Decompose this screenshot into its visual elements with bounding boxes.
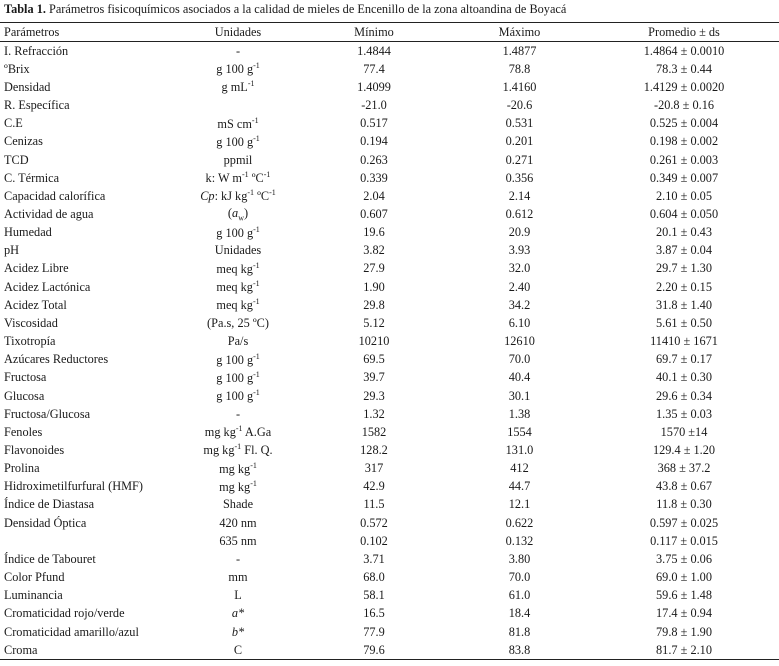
max-cell: 0.622 [505, 515, 534, 530]
max-cell: 1554 [507, 424, 532, 439]
max-cell: 0.201 [505, 134, 534, 149]
max-cell: 70.0 [508, 352, 531, 367]
avg-cell: 0.597 ± 0.025 [649, 515, 719, 530]
max-cell: 2.14 [508, 188, 531, 203]
avg-cell: 78.3 ± 0.44 [656, 61, 712, 76]
max-cell: 20.9 [508, 225, 531, 240]
unit-cell: b* [231, 624, 245, 639]
avg-cell: 0.117 ± 0.015 [650, 533, 718, 548]
avg-cell: 368 ± 37.2 [657, 461, 711, 476]
header-parametros: Parámetros [4, 24, 60, 39]
max-cell: 3.80 [508, 551, 531, 566]
table-row [0, 369, 779, 387]
max-cell: 0.531 [505, 116, 534, 131]
table-row [0, 187, 779, 205]
max-cell: -20.6 [506, 98, 533, 113]
param-cell: Actividad de agua [4, 206, 94, 221]
param-cell: I. Refracción [4, 43, 69, 58]
param-cell: Hidroximetilfurfural (HMF) [4, 479, 143, 494]
avg-cell: 0.349 ± 0.007 [649, 170, 719, 185]
param-cell: Densidad Óptica [4, 515, 87, 530]
param-cell: Fructosa/Glucosa [4, 406, 91, 421]
unit-cell [178, 96, 298, 114]
max-cell: 0.271 [505, 152, 534, 167]
min-cell: 68.0 [363, 570, 385, 585]
table-row [0, 151, 779, 169]
table-row [0, 260, 779, 278]
max-cell: 70.0 [508, 570, 531, 585]
param-cell: Cromaticidad amarillo/azul [4, 624, 139, 639]
avg-cell: 0.198 ± 0.002 [649, 134, 719, 149]
max-cell: 3.93 [508, 243, 531, 258]
table-row [0, 60, 779, 78]
unit-cell: C [233, 642, 243, 657]
header-minimo: Mínimo [354, 24, 394, 39]
param-cell: Humedad [4, 225, 52, 240]
avg-cell: 59.6 ± 1.48 [656, 588, 712, 603]
min-cell: 317 [364, 461, 384, 476]
min-cell: 1.90 [363, 279, 385, 294]
table-row [0, 314, 779, 332]
table-row [0, 96, 779, 114]
max-cell: 1.4160 [502, 79, 537, 94]
min-cell: 3.71 [363, 551, 385, 566]
min-cell: 0.194 [360, 134, 388, 149]
table-row [0, 224, 779, 242]
min-cell: 79.6 [363, 642, 385, 657]
param-cell: Índice de Tabouret [4, 551, 96, 566]
table-row [0, 532, 779, 550]
caption-text: Parámetros fisicoquímicos asociados a la calidad de mieles de Encenillo de la zona altoandina de Boyacá [45, 2, 567, 16]
param-cell: Fenoles [4, 424, 43, 439]
avg-cell: 11410 ± 1671 [650, 334, 718, 349]
unit-cell: g 100 $g^{-1}$ [216, 133, 260, 149]
table-row [0, 169, 779, 187]
unit-cell: g $mL^{-1}$ [221, 79, 255, 95]
caption-label: Tabla 1. [4, 2, 46, 16]
min-cell: 0.263 [360, 152, 388, 167]
max-cell: 78.8 [508, 61, 531, 76]
min-cell: 0.102 [360, 533, 388, 548]
param-cell: Glucosa [4, 388, 45, 403]
param-cell: Acidez Libre [4, 261, 69, 276]
avg-cell: 0.525 ± 0.004 [649, 116, 719, 131]
unit-cell: g 100 $g^{-1}$ [216, 369, 260, 385]
avg-cell: 0.261 ± 0.003 [649, 152, 719, 167]
min-cell: 16.5 [363, 606, 385, 621]
max-cell: 61.0 [508, 588, 531, 603]
min-cell: 1582 [361, 424, 387, 439]
header-maximo: Máximo [498, 24, 541, 39]
avg-cell: 17.4 ± 0.94 [656, 606, 712, 621]
param-cell: TCD [4, 152, 29, 167]
table-row [0, 587, 779, 605]
min-cell: 58.1 [363, 588, 385, 603]
unit-cell: Pa/s [227, 334, 249, 349]
param-cell: Prolina [4, 461, 40, 476]
unit-cell: mg $kg^{-1}$ Fl. Q. [203, 442, 273, 458]
param-cell: Croma [4, 642, 38, 657]
unit-cell: g 100 $g^{-1}$ [216, 224, 260, 240]
param-cell: R. Específica [4, 98, 70, 113]
min-cell: 10210 [358, 334, 390, 349]
avg-cell: 79.8 ± 1.90 [656, 624, 712, 639]
max-cell: 40.4 [508, 370, 531, 385]
avg-cell: 31.8 ± 1.40 [656, 297, 712, 312]
max-cell: 30.1 [508, 388, 531, 403]
avg-cell: 40.1 ± 0.30 [656, 370, 712, 385]
unit-cell: meq $kg^{-1}$ [216, 260, 260, 276]
unit-cell: a* [231, 606, 245, 621]
unit-cell: - [235, 43, 241, 58]
table-row [0, 115, 779, 133]
param-cell: Acidez Total [4, 297, 67, 312]
table-row [0, 441, 779, 459]
param-cell: Viscosidad [4, 315, 58, 330]
avg-cell: 29.7 ± 1.30 [656, 261, 712, 276]
avg-cell: 5.61 ± 0.50 [656, 315, 712, 330]
avg-cell: 69.0 ± 1.00 [656, 570, 712, 585]
param-cell: Color Pfund [4, 570, 65, 585]
table-row [0, 78, 779, 96]
param-cell: Flavonoides [4, 443, 65, 458]
table-row [0, 569, 779, 587]
min-cell: 1.32 [363, 406, 385, 421]
param-cell: Acidez Lactónica [4, 279, 91, 294]
max-cell: 44.7 [508, 479, 531, 494]
header-promedio: Promedio ± ds [648, 24, 720, 39]
max-cell: 32.0 [508, 261, 531, 276]
avg-cell: 2.20 ± 0.15 [656, 279, 712, 294]
max-cell: 12610 [504, 334, 535, 349]
max-cell: 1.38 [508, 406, 531, 421]
max-cell: 81.8 [508, 624, 531, 639]
table-row [0, 460, 779, 478]
min-cell: -21.0 [361, 98, 387, 113]
unit-cell: mg $kg^{-1}$ [219, 460, 257, 476]
avg-cell: 1.4129 ± 0.0020 [643, 79, 725, 94]
max-cell: 83.8 [508, 642, 531, 657]
max-cell: 0.132 [505, 533, 534, 548]
unit-cell: - [235, 551, 241, 566]
min-cell: 39.7 [363, 370, 385, 385]
unit-cell: ppmil [223, 152, 253, 167]
param-cell: C. Térmica [4, 170, 60, 185]
avg-cell: 3.87 ± 0.04 [656, 243, 712, 258]
min-cell: 128.2 [360, 443, 388, 458]
table-row [0, 623, 779, 641]
param-cell: Índice de Diastasa [4, 497, 95, 512]
unit-cell: Cp: kJ $kg^{-1}$ ºC$^{-1}$ [200, 188, 276, 204]
param-cell: Luminancia [4, 588, 63, 603]
min-cell: 42.9 [363, 479, 385, 494]
avg-cell: -20.8 ± 0.16 [653, 98, 715, 113]
param-cell: Fructosa [4, 370, 47, 385]
header-row [0, 23, 779, 42]
table-row [0, 296, 779, 314]
unit-cell: g 100 $g^{-1}$ [216, 61, 260, 77]
param-cell [0, 532, 178, 550]
min-cell: 3.82 [363, 243, 385, 258]
unit-cell: 420 nm [219, 515, 257, 530]
avg-cell: 129.4 ± 1.20 [652, 443, 716, 458]
param-cell: pH [4, 243, 20, 258]
max-cell: 0.356 [505, 170, 534, 185]
avg-cell: 1570 ±14 [660, 424, 708, 439]
min-cell: 0.572 [360, 515, 388, 530]
avg-cell: 1.4864 ± 0.0010 [643, 43, 725, 58]
avg-cell: 43.8 ± 0.67 [656, 479, 712, 494]
header-unidades: Unidades [214, 24, 262, 39]
max-cell: 412 [510, 461, 529, 476]
min-cell: 0.517 [360, 116, 388, 131]
table-row [0, 605, 779, 623]
min-cell: 0.607 [360, 206, 388, 221]
avg-cell: 81.7 ± 2.10 [656, 642, 712, 657]
param-cell: C.E [4, 116, 23, 131]
table-row [0, 514, 779, 532]
unit-cell: g 100 $g^{-1}$ [216, 351, 260, 367]
table-row [0, 351, 779, 369]
param-cell: Capacidad calorífica [4, 188, 106, 203]
table-row [0, 205, 779, 223]
min-cell: 29.3 [363, 388, 385, 403]
min-cell: 11.5 [363, 497, 385, 512]
min-cell: 27.9 [363, 261, 385, 276]
param-cell: Densidad [4, 79, 51, 94]
unit-cell: $(a_w)$ [227, 206, 249, 223]
avg-cell: 1.35 ± 0.03 [656, 406, 712, 421]
max-cell: 18.4 [508, 606, 531, 621]
unit-cell: mg $kg^{-1}$ A.Ga [204, 424, 272, 440]
unit-cell: meq $kg^{-1}$ [216, 279, 260, 295]
min-cell: 19.6 [363, 225, 385, 240]
avg-cell: 20.1 ± 0.43 [656, 225, 712, 240]
param-cell: ºBrix [4, 61, 30, 76]
table-row [0, 42, 779, 61]
unit-cell: mg $kg^{-1}$ [219, 478, 257, 494]
avg-cell: 11.8 ± 0.30 [656, 497, 712, 512]
table-row [0, 133, 779, 151]
unit-cell: Unidades [214, 243, 262, 258]
table-row [0, 478, 779, 496]
unit-cell: mm [228, 570, 248, 585]
max-cell: 34.2 [508, 297, 531, 312]
table-row [0, 387, 779, 405]
avg-cell: 2.10 ± 0.05 [656, 188, 712, 203]
unit-cell: (Pa.s, 25 ºC) [207, 315, 269, 330]
param-cell: Azúcares Reductores [4, 352, 109, 367]
min-cell: 77.4 [363, 61, 385, 76]
min-cell: 69.5 [363, 352, 385, 367]
max-cell: 6.10 [508, 315, 531, 330]
avg-cell: 0.604 ± 0.050 [649, 206, 719, 221]
table-row [0, 242, 779, 260]
table-row [0, 550, 779, 568]
param-cell: Cenizas [4, 134, 43, 149]
table-row [0, 333, 779, 351]
table-body [0, 42, 779, 660]
unit-cell: - [235, 406, 241, 421]
table-row [0, 278, 779, 296]
min-cell: 29.8 [363, 297, 385, 312]
avg-cell: 29.6 ± 0.34 [656, 388, 712, 403]
max-cell: 12.1 [508, 497, 531, 512]
unit-cell: k: W $m^{-1}$ ºC$^{-1}$ [205, 170, 271, 186]
parameters-table [0, 22, 779, 660]
min-cell: 2.04 [363, 188, 385, 203]
param-cell: Tixotropía [4, 334, 56, 349]
table-row [0, 641, 779, 660]
min-cell: 77.9 [363, 624, 385, 639]
table-row [0, 423, 779, 441]
table-row [0, 405, 779, 423]
table-row [0, 496, 779, 514]
param-cell: Cromaticidad rojo/verde [4, 606, 125, 621]
max-cell: 0.612 [505, 206, 534, 221]
avg-cell: 3.75 ± 0.06 [656, 551, 712, 566]
min-cell: 5.12 [363, 315, 385, 330]
unit-cell: mS $cm^{-1}$ [217, 115, 259, 131]
unit-cell: Shade [222, 497, 254, 512]
unit-cell: g 100 $g^{-1}$ [216, 388, 260, 404]
unit-cell: meq $kg^{-1}$ [216, 297, 260, 313]
unit-cell: L [234, 588, 242, 603]
table-caption [4, 2, 566, 17]
min-cell: 0.339 [360, 170, 388, 185]
max-cell: 1.4877 [502, 43, 537, 58]
max-cell: 131.0 [505, 443, 534, 458]
min-cell: 1.4099 [357, 79, 391, 94]
max-cell: 2.40 [508, 279, 531, 294]
unit-cell: 635 nm [219, 533, 257, 548]
avg-cell: 69.7 ± 0.17 [656, 352, 712, 367]
min-cell: 1.4844 [357, 43, 391, 58]
